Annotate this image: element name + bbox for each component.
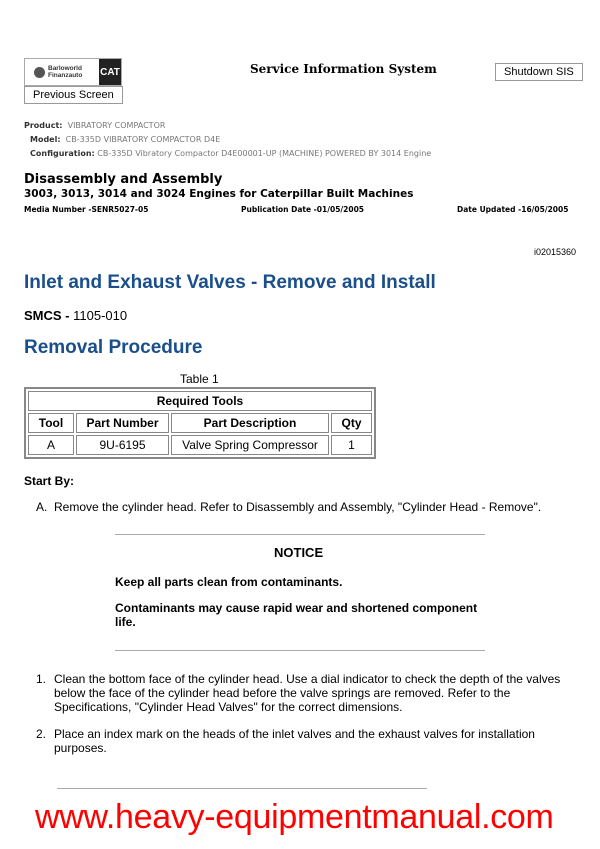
divider <box>115 534 485 535</box>
config-line: Configuration: CB-335D Vibratory Compactor D4E00001-UP (MACHINE) POWERED BY 3014 Engine <box>30 149 432 158</box>
divider <box>115 650 485 651</box>
table-title: Required Tools <box>28 391 372 411</box>
model-line: Model: CB-335D VIBRATORY COMPACTOR D4E <box>30 135 221 144</box>
step-mark: 1. <box>36 672 47 686</box>
app-title: Service Information System <box>250 62 437 76</box>
logo: Barloworld Finanzauto CAT <box>24 58 122 86</box>
section-title: Removal Procedure <box>24 337 203 358</box>
globe-icon <box>34 67 45 78</box>
step-text: Place an index mark on the heads of the inlet valves and the exhaust valves for installation purposes. <box>54 727 535 755</box>
doc-id: i02015360 <box>533 247 576 257</box>
doc-subheading: 3003, 3013, 3014 and 3024 Engines for Caterpillar Built Machines <box>24 188 414 200</box>
start-step-mark: A. <box>36 500 48 514</box>
notice-text: Keep all parts clean from contaminants. <box>115 575 343 589</box>
notice-title: NOTICE <box>274 545 324 560</box>
previous-screen-button[interactable]: Previous Screen <box>24 86 123 104</box>
media-number: Media Number -SENR5027-05 <box>24 205 149 214</box>
start-by-label: Start By: <box>24 474 75 488</box>
notice-text: Contaminants may cause rapid wear and shortened component life. <box>115 601 478 629</box>
step-mark: 2. <box>36 727 47 741</box>
table-caption: Table 1 <box>180 372 219 386</box>
step-text: Clean the bottom face of the cylinder head. Use a dial indicator to check the depth of the valves below the face of the cylinder head before the valve springs are removed. Refer to the Specifications, "Cylinder Head Valves" for the correct dimensions. <box>54 672 561 714</box>
date-updated: Date Updated -16/05/2005 <box>457 205 569 214</box>
divider <box>57 788 427 789</box>
shutdown-sis-button[interactable]: Shutdown SIS <box>495 63 583 81</box>
table-header-row: Tool Part Number Part Description Qty <box>28 413 372 433</box>
table-row: A 9U-6195 Valve Spring Compressor 1 <box>28 435 372 455</box>
doc-heading: Disassembly and Assembly <box>24 172 223 187</box>
page-title: Inlet and Exhaust Valves - Remove and Install <box>24 272 436 293</box>
publication-date: Publication Date -01/05/2005 <box>241 205 365 214</box>
watermark: www.heavy-equipmentmanual.com <box>35 798 554 836</box>
start-step-text: Remove the cylinder head. Refer to Disassembly and Assembly, "Cylinder Head - Remove". <box>54 500 542 514</box>
required-tools-table <box>24 387 376 459</box>
product-line: Product: VIBRATORY COMPACTOR <box>24 121 166 130</box>
smcs: SMCS - 1105-010 <box>24 308 128 323</box>
